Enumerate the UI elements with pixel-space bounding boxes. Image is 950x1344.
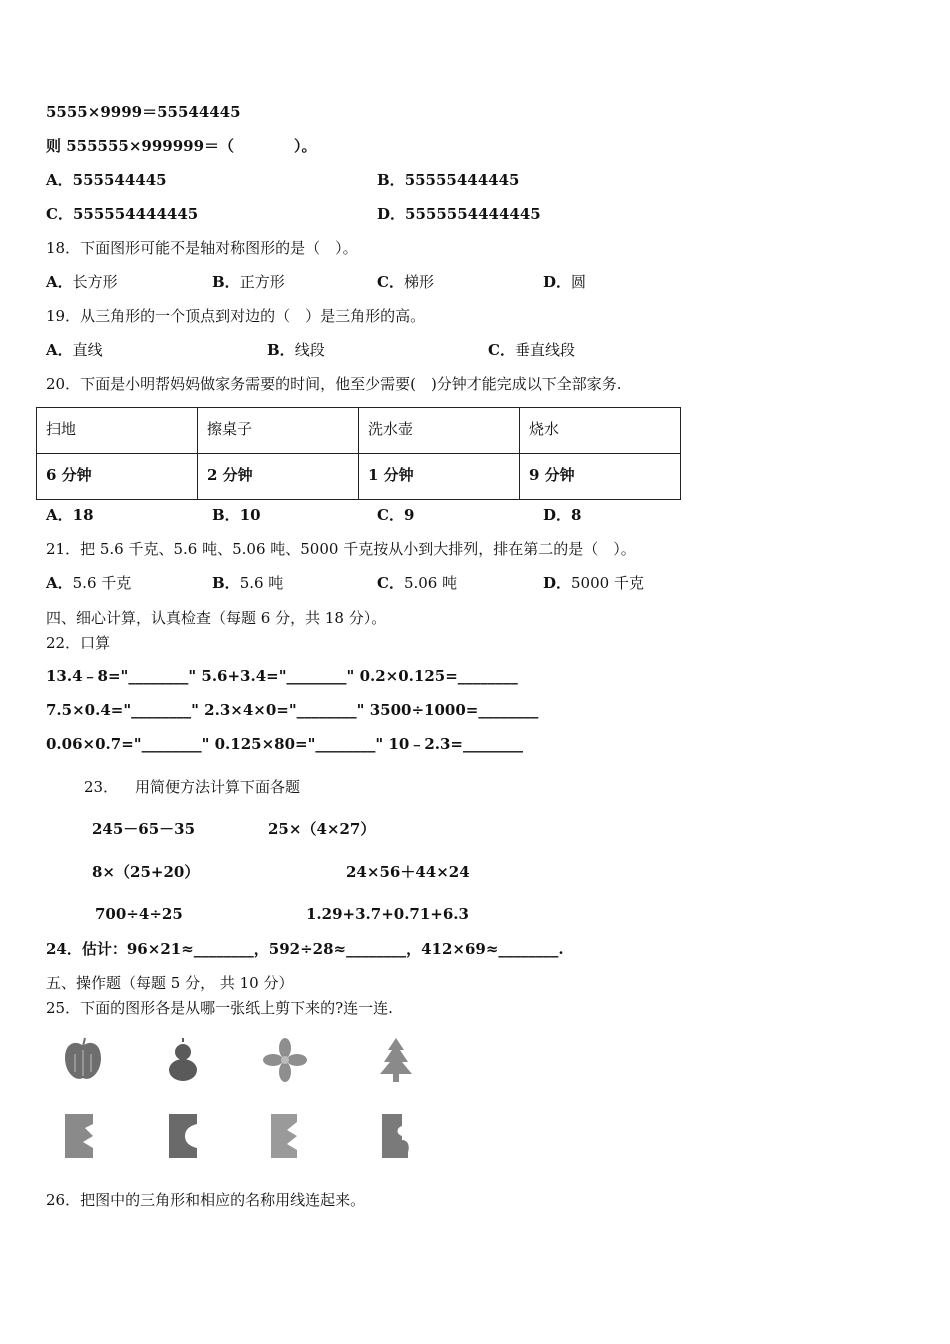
q18-option-b <box>212 272 285 292</box>
q19-option-b <box>267 340 325 360</box>
q21-option-b <box>212 573 283 593</box>
option-text: 直线 <box>72 341 103 359</box>
option-label: A． <box>46 273 73 291</box>
option-text: 5555554444445 <box>405 205 541 223</box>
q18-option-d <box>543 272 586 292</box>
q21-option-c <box>377 573 457 593</box>
option-label: C． <box>377 506 404 524</box>
q19-question: 19．从三角形的一个顶点到对边的（ ）是三角形的高。 <box>46 307 426 325</box>
table-cell: 扫地 <box>37 408 198 454</box>
q17-option-d <box>377 204 541 224</box>
table-cell: 擦桌子 <box>198 408 359 454</box>
q18-question: 18．下面图形可能不是轴对称图形的是（ ）。 <box>46 239 358 257</box>
q26-text: 26．把图中的三角形和相应的名称用线连起来。 <box>46 1191 366 1209</box>
section5-title: 五、操作题（每题 5 分， 共 10 分） <box>46 974 294 992</box>
option-text: 线段 <box>294 341 325 359</box>
q22-row-2: 7.5×0.4="________" 2.3×4×0="________" 3500÷1000=________ <box>46 701 539 719</box>
option-label: B． <box>212 506 240 524</box>
q17-option-b <box>377 170 520 190</box>
option-label: C． <box>488 341 515 359</box>
option-label: B． <box>212 273 240 291</box>
option-text: 圆 <box>571 273 587 291</box>
q22-title: 22．口算 <box>46 634 111 652</box>
q20-option-c <box>377 505 414 525</box>
table-row <box>37 454 681 500</box>
q17-given: 5555×9999＝55544445 <box>46 103 241 121</box>
option-text: 555554444445 <box>72 205 199 223</box>
q17-option-c <box>46 204 198 224</box>
q22-row-1: 13.4﹣8="________" 5.6+3.4="________" 0.2×0.125=________ <box>46 667 518 685</box>
folded-paper-1-icon <box>53 1108 109 1164</box>
q23-item-1: 245－65－35 <box>92 820 196 838</box>
q23-title: 用简便方法计算下面各题 <box>135 778 301 796</box>
option-label: A． <box>46 171 73 189</box>
q23-item-4: 24×56＋44×24 <box>346 863 470 881</box>
q23-item-6: 1.29+3.7+0.71+6.3 <box>306 905 469 923</box>
folded-paper-2-icon <box>155 1108 211 1164</box>
flower-shape-icon <box>257 1032 313 1088</box>
q19-option-a <box>46 340 103 360</box>
table-cell: 6 分钟 <box>37 454 198 500</box>
q23-item-3: 8×（25+20） <box>92 863 200 881</box>
q23-item-2: 25×（4×27） <box>268 820 376 838</box>
option-text: 9 <box>403 506 415 524</box>
option-label: A． <box>46 506 73 524</box>
q21-option-a <box>46 573 131 593</box>
apple-shape-icon <box>55 1032 111 1088</box>
q24-text: 24．估计：96×21≈________，592÷28≈________，412×69≈________. <box>46 940 564 958</box>
q17-option-a <box>46 170 167 190</box>
q20-option-a <box>46 505 94 525</box>
option-text: 5.6 千克 <box>72 574 132 592</box>
option-label: D． <box>543 574 572 592</box>
option-label: D． <box>543 273 572 291</box>
q20-option-b <box>212 505 261 525</box>
q20-option-d <box>543 505 581 525</box>
section4-title: 四、细心计算，认真检查（每题 6 分，共 18 分）。 <box>46 609 387 627</box>
option-text: 555544445 <box>72 171 167 189</box>
q21-option-d <box>543 573 644 593</box>
table-cell: 9 分钟 <box>520 454 681 500</box>
q25-text: 25．下面的图形各是从哪一张纸上剪下来的?连一连. <box>46 999 393 1017</box>
option-text: 10 <box>239 506 261 524</box>
option-label: D． <box>377 205 406 223</box>
option-text: 长方形 <box>72 273 118 291</box>
chores-table <box>36 407 681 500</box>
folded-paper-4-icon <box>370 1108 426 1164</box>
table-cell: 洗水壶 <box>359 408 520 454</box>
option-label: B． <box>212 574 240 592</box>
option-label: C． <box>377 574 404 592</box>
option-text: 5.6 吨 <box>239 574 284 592</box>
option-label: A． <box>46 574 73 592</box>
table-cell: 2 分钟 <box>198 454 359 500</box>
option-label: B． <box>267 341 295 359</box>
q23-number: 23． <box>84 778 119 796</box>
q22-row-3: 0.06×0.7="________" 0.125×80="________" 10﹣2.3=________ <box>46 735 523 753</box>
q21-question: 21．把 5.6 千克、5.6 吨、5.06 吨、5000 千克按从小到大排列，排在第二的是（ ）。 <box>46 540 636 558</box>
option-label: A． <box>46 341 73 359</box>
option-text: 18 <box>72 506 94 524</box>
option-label: C． <box>46 205 73 223</box>
q20-question: 20．下面是小明帮妈妈做家务需要的时间，他至少需要( )分钟才能完成以下全部家务. <box>46 375 622 393</box>
q18-option-a <box>46 272 118 292</box>
option-label: C． <box>377 273 404 291</box>
q17-question: 则 555555×999999＝（ ）。 <box>46 137 317 155</box>
option-label: B． <box>377 171 405 189</box>
q18-option-c <box>377 272 434 292</box>
folded-paper-3-icon <box>257 1108 313 1164</box>
table-cell: 1 分钟 <box>359 454 520 500</box>
gourd-shape-icon <box>155 1032 211 1088</box>
option-text: 垂直线段 <box>514 341 575 359</box>
table-cell: 烧水 <box>520 408 681 454</box>
option-text: 55555444445 <box>404 171 520 189</box>
option-text: 8 <box>571 506 582 524</box>
q23-item-5: 700÷4÷25 <box>95 905 183 923</box>
option-text: 5000 千克 <box>571 574 644 592</box>
option-text: 梯形 <box>403 273 434 291</box>
table-header-row <box>37 408 681 454</box>
option-text: 正方形 <box>239 273 285 291</box>
tree-shape-icon <box>368 1032 424 1088</box>
option-text: 5.06 吨 <box>403 574 458 592</box>
q19-option-c <box>488 340 575 360</box>
option-label: D． <box>543 506 572 524</box>
